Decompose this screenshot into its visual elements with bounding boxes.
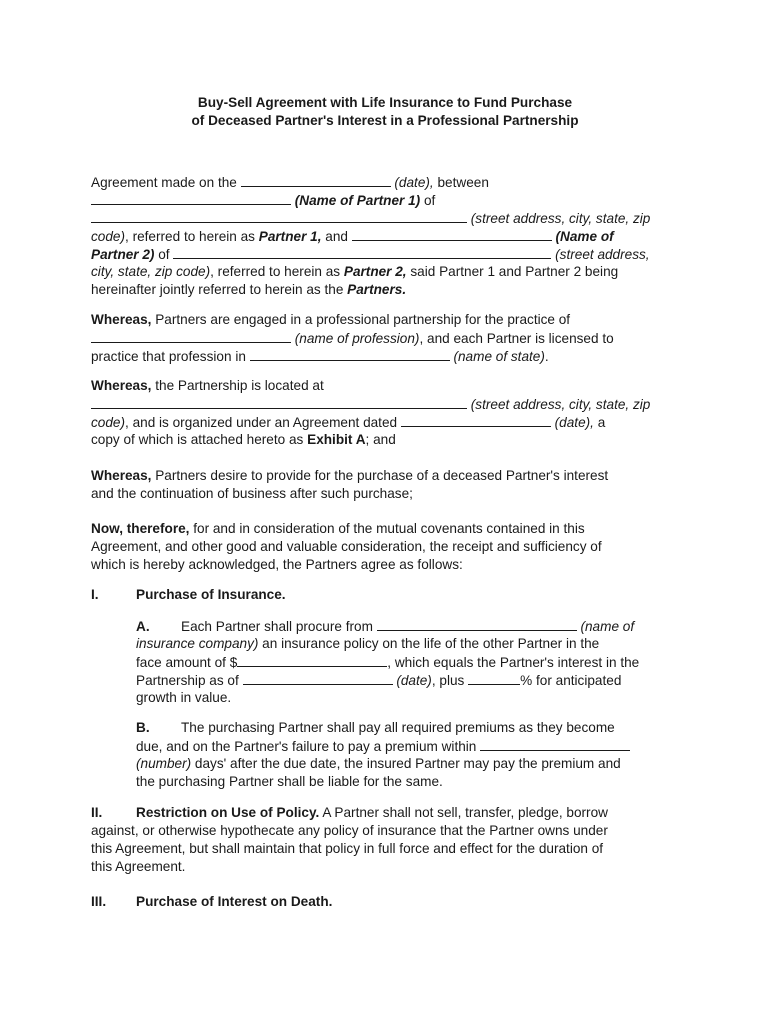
whereas-text: the Partnership is located at	[151, 378, 324, 393]
address-hint: (street address, city, state, zip	[470, 211, 651, 226]
subsection-text: days' after the due date, the insured Partner may pay the premium and	[191, 756, 621, 771]
address-hint: (street address, city, state, zip	[470, 397, 651, 412]
whereas-text: practice that profession in	[91, 349, 250, 364]
section-text: A Partner shall not sell, transfer, pledge, borrow	[319, 805, 608, 820]
date-hint: (date)	[396, 673, 432, 688]
partnership-address-blank[interactable]	[91, 395, 467, 409]
whereas-lead: Whereas,	[91, 378, 152, 393]
insurance-company-blank[interactable]	[377, 617, 577, 631]
title-line-2: of Deceased Partner's Interest in a Professional Partnership	[191, 113, 579, 128]
address-hint: city, state, zip code)	[91, 264, 211, 279]
whereas-lead: Whereas,	[91, 312, 152, 327]
now-therefore-text: for and in consideration of the mutual covenants contained in this	[189, 521, 585, 536]
date-hint: (date),	[554, 415, 594, 430]
partner2-term: Partner 2,	[343, 264, 407, 279]
section-3-heading	[91, 893, 691, 911]
subsection-text: an insurance policy on the life of the other Partner in the	[258, 636, 600, 651]
section-title: Purchase of Interest on Death.	[136, 894, 333, 909]
whereas-text: and the continuation of business after such purchase;	[91, 486, 413, 501]
profession-blank[interactable]	[91, 329, 291, 343]
subsection-text: , which equals the Partner's interest in the	[387, 655, 640, 670]
agreement-date-blank[interactable]	[401, 413, 551, 427]
address-hint: code)	[91, 229, 126, 244]
section-number: II.	[91, 805, 103, 820]
profession-hint: (name of profession)	[294, 331, 420, 346]
whereas-text: a	[593, 415, 606, 430]
document-title	[0, 94, 770, 130]
date-blank[interactable]	[241, 173, 391, 187]
insurance-company-hint: insurance company)	[136, 636, 259, 651]
whereas-text: , and is organized under an Agreement dated	[125, 415, 401, 430]
address-hint: code)	[91, 415, 126, 430]
intro-text: , referred to herein as	[210, 264, 344, 279]
subsection-text: due, and on the Partner's failure to pay a premium within	[136, 739, 481, 754]
section-title: Purchase of Insurance.	[136, 587, 286, 602]
section-text: this Agreement.	[91, 859, 186, 874]
subsection-text: face amount of $	[136, 655, 238, 670]
state-blank[interactable]	[250, 347, 450, 361]
intro-paragraph	[91, 173, 691, 299]
whereas-location-paragraph	[91, 377, 691, 449]
whereas-text: copy of which is attached hereto as	[91, 432, 308, 447]
now-therefore-text: Agreement, and other good and valuable consideration, the receipt and sufficiency of	[91, 539, 602, 554]
partners-term: Partners.	[347, 282, 407, 297]
subsection-text: Partnership as of	[136, 673, 243, 688]
partner2-name-hint: Partner 2)	[91, 247, 155, 262]
date-hint: (date),	[394, 175, 434, 190]
intro-text: of	[154, 247, 174, 262]
now-therefore-text: which is hereby acknowledged, the Partners agree as follows:	[91, 557, 463, 572]
subsection-text: Each Partner shall procure from	[181, 619, 377, 634]
intro-text: Agreement made on the	[91, 175, 241, 190]
insurance-company-hint: (name of	[580, 619, 635, 634]
intro-text: , referred to herein as	[125, 229, 259, 244]
partner1-address-blank[interactable]	[91, 209, 467, 223]
subsection-text: % for anticipated	[520, 673, 622, 688]
partner2-name-blank[interactable]	[352, 227, 552, 241]
partner1-term: Partner 1,	[258, 229, 322, 244]
grace-days-blank[interactable]	[480, 737, 630, 751]
number-hint: (number)	[136, 756, 192, 771]
section-number: I.	[91, 587, 99, 602]
partner2-name-hint: (Name of	[555, 229, 614, 244]
whereas-text: ; and	[365, 432, 396, 447]
partner1-name-hint: (Name of Partner 1)	[294, 193, 421, 208]
face-amount-blank[interactable]	[237, 653, 387, 667]
title-line-1: Buy-Sell Agreement with Life Insurance to Fund Purchase	[197, 95, 573, 110]
whereas-text: .	[544, 349, 549, 364]
section-title: Restriction on Use of Policy.	[136, 805, 320, 820]
whereas-purchase-paragraph	[91, 467, 691, 503]
subsection-label: A.	[136, 619, 150, 634]
now-therefore-lead: Now, therefore,	[91, 521, 190, 536]
subsection-a	[136, 617, 696, 707]
intro-text: of	[420, 193, 436, 208]
section-1-heading	[91, 586, 691, 604]
now-therefore-paragraph	[91, 520, 691, 574]
partner2-address-blank[interactable]	[173, 245, 551, 259]
partner1-name-blank[interactable]	[91, 191, 291, 205]
section-2	[91, 804, 691, 876]
whereas-lead: Whereas,	[91, 468, 152, 483]
subsection-text: the purchasing Partner shall be liable for the same.	[136, 774, 443, 789]
whereas-text: Partners are engaged in a professional partnership for the practice of	[151, 312, 571, 327]
subsection-text: , plus	[431, 673, 469, 688]
state-hint: (name of state)	[453, 349, 545, 364]
valuation-date-blank[interactable]	[243, 671, 393, 685]
section-number: III.	[91, 894, 107, 909]
whereas-profession-paragraph	[91, 311, 691, 365]
exhibit-a-term: Exhibit A	[307, 432, 366, 447]
intro-text: said Partner 1 and Partner 2 being	[406, 264, 619, 279]
subsection-text: growth in value.	[136, 690, 232, 705]
whereas-text: , and each Partner is licensed to	[419, 331, 614, 346]
section-text: this Agreement, but shall maintain that policy in full force and effect for the duration of	[91, 841, 604, 856]
intro-text: and	[321, 229, 352, 244]
intro-text: hereinafter jointly referred to herein as the	[91, 282, 348, 297]
intro-text: between	[433, 175, 489, 190]
address-hint: (street address,	[555, 247, 650, 262]
subsection-b	[136, 719, 696, 791]
subsection-label: B.	[136, 720, 150, 735]
section-text: against, or otherwise hypothecate any policy of insurance that the Partner owns under	[91, 823, 608, 838]
subsection-text: The purchasing Partner shall pay all required premiums as they become	[181, 720, 615, 735]
whereas-text: Partners desire to provide for the purchase of a deceased Partner's interest	[151, 468, 609, 483]
growth-percent-blank[interactable]	[468, 671, 520, 685]
